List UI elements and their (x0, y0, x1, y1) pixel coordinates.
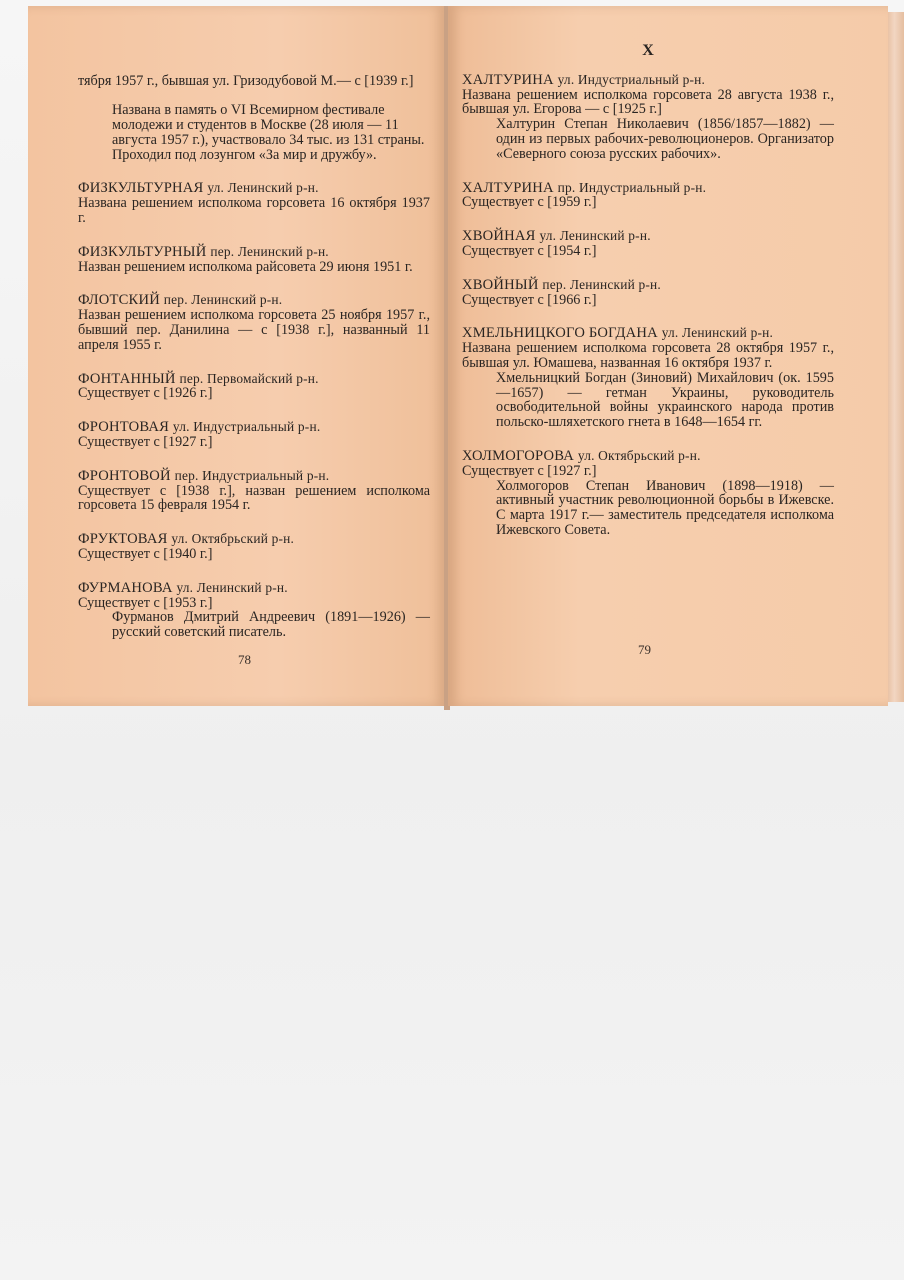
street-type: ул. Октябрьский р-н. (171, 531, 295, 547)
street-description: Назван решением исполкома райсовета 29 июня 1951 г. (78, 258, 413, 275)
person-note: Хмельницкий Богдан (Зиновий) Михайлович (ок. 1595—1657) — гетман Украины, руководитель освободительной войны украинского народа против польско-шляхетского гнета в 1648—1654 гг. (496, 369, 834, 431)
continuation-line: тября 1957 г., бывшая ул. Гризодубовой М.— с [1939 г.] (78, 73, 414, 90)
street-name: ФРОНТОВОЙ (78, 467, 171, 484)
street-name: ХМЕЛЬНИЦКОГО БОГДАНА (462, 325, 658, 342)
right-page (448, 6, 888, 706)
left-page-text (78, 60, 430, 659)
street-type: пер. Первомайский р-н. (179, 370, 319, 386)
page-number: 79 (638, 642, 651, 657)
street-entry (462, 73, 834, 162)
person-note: Фурманов Дмитрий Андреевич (1891—1926) — русский советский писатель. (112, 609, 430, 641)
street-name: ФИЗКУЛЬТУРНАЯ (78, 180, 204, 197)
street-description: Существует с [1953 г.] (78, 594, 213, 611)
street-type: ул. Индустриальный р-н. (557, 71, 706, 87)
street-description: Существует с [1959 г.] (462, 194, 597, 211)
street-name: ФРУКТОВАЯ (78, 531, 168, 548)
street-entry (462, 326, 834, 430)
street-description: Названа решением исполкома горсовета 28 августа 1938 г., бывшая ул. Егорова — с [1925 г.] (462, 86, 834, 118)
street-type: ул. Ленинский р-н. (539, 228, 651, 244)
continuation-note: Названа в память о VI Всемирном фестивале молодежи и студентов в Москве (28 июля — 11 августа 1957 г.), участвовало 34 тыс. из 131 страны. Проходил под лозунгом «За мир и дружбу». (112, 102, 425, 163)
section-letter: Х (642, 42, 654, 59)
street-type: ул. Ленинский р-н. (176, 579, 288, 595)
street-description: Названа решением исполкома горсовета 16 октября 1937 г. (78, 195, 430, 226)
street-type: пер. Ленинский р-н. (163, 292, 283, 308)
street-name: ФУРМАНОВА (78, 579, 173, 596)
page-edges (888, 12, 904, 702)
page-number: 78 (238, 652, 251, 667)
street-entry (78, 532, 430, 562)
street-name: ФИЗКУЛЬТУРНЫЙ (78, 243, 207, 260)
left-page (28, 6, 446, 706)
person-note: Холмогоров Степан Иванович (1898—1918) — активный участник революционной борьбы в Ижевске. С марта 1917 г.— заместитель председателя исполкома Ижевского Совета. (496, 477, 834, 538)
street-entry (462, 229, 834, 259)
street-description: Назван решением исполкома горсовета 25 ноября 1957 г., бывший пер. Данилина — с [1938 г.], названный 11 апреля 1955 г. (78, 307, 430, 353)
street-name: ХАЛТУРИНА (462, 179, 554, 196)
street-entry (78, 293, 430, 352)
street-name: ХАЛТУРИНА (462, 71, 554, 88)
street-name: ФРОНТОВАЯ (78, 419, 170, 436)
street-description: Существует с [1954 г.] (462, 242, 597, 259)
street-type: пер. Ленинский р-н. (542, 276, 661, 292)
street-entry (462, 449, 834, 538)
right-page-text (462, 44, 834, 557)
street-name: ХОЛМОГОРОВА (462, 447, 575, 464)
street-name: ФЛОТСКИЙ (78, 292, 160, 309)
street-description: Существует с [1927 г.] (78, 433, 213, 450)
street-description: Существует с [1926 г.] (78, 385, 213, 402)
street-type: пр. Индустриальный р-н. (557, 179, 707, 195)
street-type: ул. Ленинский р-н. (661, 325, 774, 341)
street-type: ул. Октябрьский р-н. (577, 447, 701, 463)
street-description: Названа решением исполкома горсовета 28 октября 1957 г., бывшая ул. Юмашева, названная 16 октября 1937 г. (462, 340, 834, 371)
street-type: пер. Ленинский р-н. (210, 243, 329, 259)
street-name: ХВОЙНЫЙ (462, 276, 539, 293)
street-description: Существует с [1938 г.], назван решением исполкома горсовета 15 февраля 1954 г. (78, 482, 430, 514)
street-entry (78, 469, 430, 513)
street-entry (78, 420, 430, 450)
street-name: ФОНТАННЫЙ (78, 370, 176, 387)
street-entry (78, 181, 430, 225)
street-name: ХВОЙНАЯ (462, 228, 536, 245)
person-note: Халтурин Степан Николаевич (1856/1857—1882) — один из первых рабочих-революционеров. Организатор «Северного союза русских рабочих». (496, 116, 834, 162)
street-entry (462, 181, 834, 211)
street-entry (78, 372, 430, 402)
street-type: пер. Индустриальный р-н. (174, 467, 330, 483)
street-entry (78, 581, 430, 640)
street-description: Существует с [1940 г.] (78, 545, 213, 562)
open-book-spread (28, 6, 904, 714)
street-type: ул. Ленинский р-н. (207, 180, 319, 196)
street-description: Существует с [1966 г.] (462, 291, 597, 308)
street-entry (462, 278, 834, 308)
street-description: Существует с [1927 г.] (462, 462, 597, 479)
street-type: ул. Индустриальный р-н. (172, 419, 321, 435)
continuation-entry (78, 74, 430, 162)
street-entry (78, 245, 430, 275)
